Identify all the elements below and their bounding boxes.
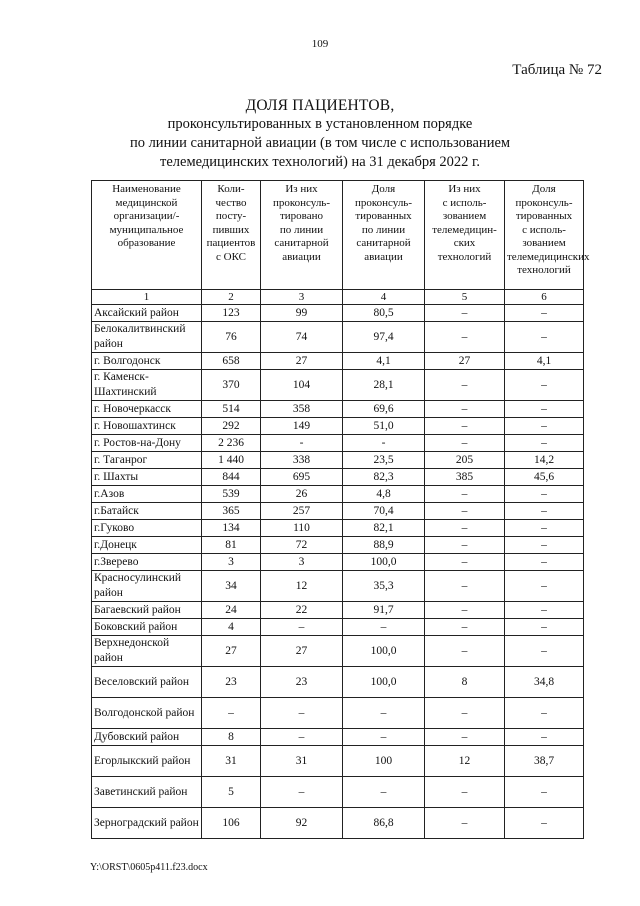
table-row	[92, 305, 584, 322]
cell-value: –	[505, 537, 584, 554]
row-name: г. Шахты	[92, 469, 202, 486]
table-row	[92, 322, 584, 353]
table-row	[92, 698, 584, 729]
cell-value: –	[425, 729, 505, 746]
column-number-row	[92, 290, 584, 305]
table-row	[92, 667, 584, 698]
cell-value: 70,4	[343, 503, 425, 520]
col-header-telemedicine: Из них с исполь- зованием телемедицин- ских технологий	[425, 181, 505, 290]
table-row	[92, 503, 584, 520]
cell-value: 80,5	[343, 305, 425, 322]
page-number: 109	[311, 38, 329, 50]
cell-value: –	[425, 401, 505, 418]
table-row	[92, 808, 584, 839]
cell-value: 12	[425, 746, 505, 777]
cell-value: –	[505, 636, 584, 667]
cell-value: 12	[261, 571, 343, 602]
col-header-consulted: Из них проконсуль- тировано по линии санитарной авиации	[261, 181, 343, 290]
table-row	[92, 469, 584, 486]
document-title	[90, 96, 550, 172]
col-header-consulted-share: Доля проконсуль- тированных по линии санитарной авиации	[343, 181, 425, 290]
cell-value: –	[505, 602, 584, 619]
cell-value: 257	[261, 503, 343, 520]
cell-value: 370	[202, 370, 261, 401]
cell-value: –	[425, 571, 505, 602]
row-name: Егорлыкский район	[92, 746, 202, 777]
cell-value: –	[505, 322, 584, 353]
table-row	[92, 602, 584, 619]
cell-value: –	[425, 602, 505, 619]
cell-value: 205	[425, 452, 505, 469]
row-name: г.Азов	[92, 486, 202, 503]
row-name: Веселовский район	[92, 667, 202, 698]
column-number: 2	[202, 290, 261, 305]
table-row	[92, 729, 584, 746]
row-name: Аксайский район	[92, 305, 202, 322]
cell-value: –	[505, 418, 584, 435]
cell-value: –	[425, 435, 505, 452]
cell-value: –	[343, 698, 425, 729]
table-label: Таблица № 72	[512, 62, 602, 78]
row-name: Верхнедонской район	[92, 636, 202, 667]
cell-value: 100,0	[343, 636, 425, 667]
cell-value: 110	[261, 520, 343, 537]
cell-value: 658	[202, 353, 261, 370]
title-line: проконсультированных в установленном порядке	[167, 116, 473, 132]
cell-value: 74	[261, 322, 343, 353]
cell-value: –	[505, 520, 584, 537]
cell-value: 23	[261, 667, 343, 698]
header-row	[92, 181, 584, 290]
row-name: Дубовский район	[92, 729, 202, 746]
row-name: Зерноградский район	[92, 808, 202, 839]
cell-value: 4,1	[505, 353, 584, 370]
cell-value: –	[505, 486, 584, 503]
cell-value: 3	[202, 554, 261, 571]
table-row	[92, 537, 584, 554]
cell-value: –	[425, 503, 505, 520]
table-row	[92, 746, 584, 777]
cell-value: –	[425, 698, 505, 729]
cell-value: 4	[202, 619, 261, 636]
cell-value: 100,0	[343, 667, 425, 698]
cell-value: –	[425, 808, 505, 839]
cell-value: 1 440	[202, 452, 261, 469]
cell-value: –	[505, 619, 584, 636]
row-name: г.Донецк	[92, 537, 202, 554]
row-name: г.Зверево	[92, 554, 202, 571]
table-row	[92, 370, 584, 401]
cell-value: –	[425, 322, 505, 353]
cell-value: 514	[202, 401, 261, 418]
cell-value: –	[261, 729, 343, 746]
row-name: г. Ростов-на-Дону	[92, 435, 202, 452]
cell-value: –	[202, 698, 261, 729]
cell-value: 385	[425, 469, 505, 486]
column-number: 4	[343, 290, 425, 305]
cell-value: –	[505, 503, 584, 520]
table-row	[92, 401, 584, 418]
title-main: ДОЛЯ ПАЦИЕНТОВ,	[245, 97, 395, 114]
table-row	[92, 554, 584, 571]
cell-value: 5	[202, 777, 261, 808]
cell-value: –	[261, 619, 343, 636]
cell-value: 35,3	[343, 571, 425, 602]
cell-value: –	[505, 305, 584, 322]
table-row	[92, 486, 584, 503]
cell-value: 695	[261, 469, 343, 486]
cell-value: –	[261, 777, 343, 808]
cell-value: 91,7	[343, 602, 425, 619]
cell-value: 97,4	[343, 322, 425, 353]
cell-value: 99	[261, 305, 343, 322]
cell-value: -	[261, 435, 343, 452]
table-row	[92, 636, 584, 667]
cell-value: 81	[202, 537, 261, 554]
cell-value: –	[425, 418, 505, 435]
cell-value: 27	[261, 636, 343, 667]
column-number: 6	[505, 290, 584, 305]
title-line: телемедицинских технологий) на 31 декабря 2022 г.	[160, 154, 480, 170]
cell-value: 358	[261, 401, 343, 418]
cell-value: 292	[202, 418, 261, 435]
cell-value: –	[425, 486, 505, 503]
row-name: г. Волгодонск	[92, 353, 202, 370]
cell-value: 28,1	[343, 370, 425, 401]
cell-value: 2 236	[202, 435, 261, 452]
cell-value: –	[425, 777, 505, 808]
cell-value: –	[505, 777, 584, 808]
cell-value: –	[425, 305, 505, 322]
cell-value: –	[343, 619, 425, 636]
table-row	[92, 777, 584, 808]
cell-value: 82,1	[343, 520, 425, 537]
cell-value: 34,8	[505, 667, 584, 698]
row-name: г. Таганрог	[92, 452, 202, 469]
cell-value: 45,6	[505, 469, 584, 486]
row-name: Белокалитвинский район	[92, 322, 202, 353]
cell-value: –	[425, 370, 505, 401]
cell-value: 100,0	[343, 554, 425, 571]
table-row	[92, 619, 584, 636]
cell-value: 134	[202, 520, 261, 537]
cell-value: 8	[202, 729, 261, 746]
cell-value: 69,6	[343, 401, 425, 418]
cell-value: 86,8	[343, 808, 425, 839]
row-name: Боковский район	[92, 619, 202, 636]
cell-value: 88,9	[343, 537, 425, 554]
cell-value: 27	[202, 636, 261, 667]
cell-value: 76	[202, 322, 261, 353]
cell-value: 24	[202, 602, 261, 619]
row-name: г. Новошахтинск	[92, 418, 202, 435]
cell-value: 26	[261, 486, 343, 503]
cell-value: 31	[261, 746, 343, 777]
cell-value: –	[505, 729, 584, 746]
row-name: г. Каменск-Шахтинский	[92, 370, 202, 401]
cell-value: 34	[202, 571, 261, 602]
cell-value: 51,0	[343, 418, 425, 435]
row-name: Багаевский район	[92, 602, 202, 619]
cell-value: –	[425, 554, 505, 571]
cell-value: –	[505, 554, 584, 571]
row-name: Волгодонской район	[92, 698, 202, 729]
cell-value: 539	[202, 486, 261, 503]
col-header-patient-count: Коли- чество посту- пивших пациентов с ОКС	[202, 181, 261, 290]
cell-value: 844	[202, 469, 261, 486]
col-header-telemedicine-share: Доля проконсуль- тированных с исполь- зованием телемедицинских технологий	[505, 181, 584, 290]
table-row	[92, 571, 584, 602]
cell-value: –	[261, 698, 343, 729]
cell-value: –	[505, 808, 584, 839]
cell-value: 23	[202, 667, 261, 698]
row-name: Заветинский район	[92, 777, 202, 808]
column-number: 1	[92, 290, 202, 305]
table-row	[92, 353, 584, 370]
table-row	[92, 418, 584, 435]
column-number: 5	[425, 290, 505, 305]
title-line: по линии санитарной авиации (в том числе с использованием	[129, 135, 511, 151]
table-row	[92, 520, 584, 537]
cell-value: -	[343, 435, 425, 452]
cell-value: –	[505, 435, 584, 452]
cell-value: –	[505, 571, 584, 602]
cell-value: 14,2	[505, 452, 584, 469]
cell-value: 23,5	[343, 452, 425, 469]
cell-value: 4,1	[343, 353, 425, 370]
cell-value: 3	[261, 554, 343, 571]
cell-value: 104	[261, 370, 343, 401]
row-name: г.Гуково	[92, 520, 202, 537]
cell-value: 338	[261, 452, 343, 469]
cell-value: 92	[261, 808, 343, 839]
cell-value: 4,8	[343, 486, 425, 503]
cell-value: –	[505, 698, 584, 729]
cell-value: 38,7	[505, 746, 584, 777]
row-name: г.Батайск	[92, 503, 202, 520]
col-header-organization: Наименование медицинской организации/- муниципальное образование	[92, 181, 202, 290]
table-row	[92, 452, 584, 469]
cell-value: 149	[261, 418, 343, 435]
row-name: Красносулинский район	[92, 571, 202, 602]
cell-value: –	[505, 370, 584, 401]
cell-value: 100	[343, 746, 425, 777]
cell-value: 123	[202, 305, 261, 322]
cell-value: 365	[202, 503, 261, 520]
cell-value: 31	[202, 746, 261, 777]
cell-value: –	[343, 777, 425, 808]
cell-value: 106	[202, 808, 261, 839]
patients-table	[91, 180, 590, 839]
cell-value: 82,3	[343, 469, 425, 486]
file-path-footer: Y:\ORST\0605p411.f23.docx	[90, 862, 208, 873]
cell-value: –	[425, 520, 505, 537]
cell-value: –	[425, 636, 505, 667]
cell-value: 27	[425, 353, 505, 370]
cell-value: –	[505, 401, 584, 418]
cell-value: –	[425, 537, 505, 554]
table-row	[92, 435, 584, 452]
column-number: 3	[261, 290, 343, 305]
cell-value: 8	[425, 667, 505, 698]
cell-value: –	[425, 619, 505, 636]
cell-value: 27	[261, 353, 343, 370]
row-name: г. Новочеркасск	[92, 401, 202, 418]
cell-value: 22	[261, 602, 343, 619]
cell-value: –	[343, 729, 425, 746]
cell-value: 72	[261, 537, 343, 554]
